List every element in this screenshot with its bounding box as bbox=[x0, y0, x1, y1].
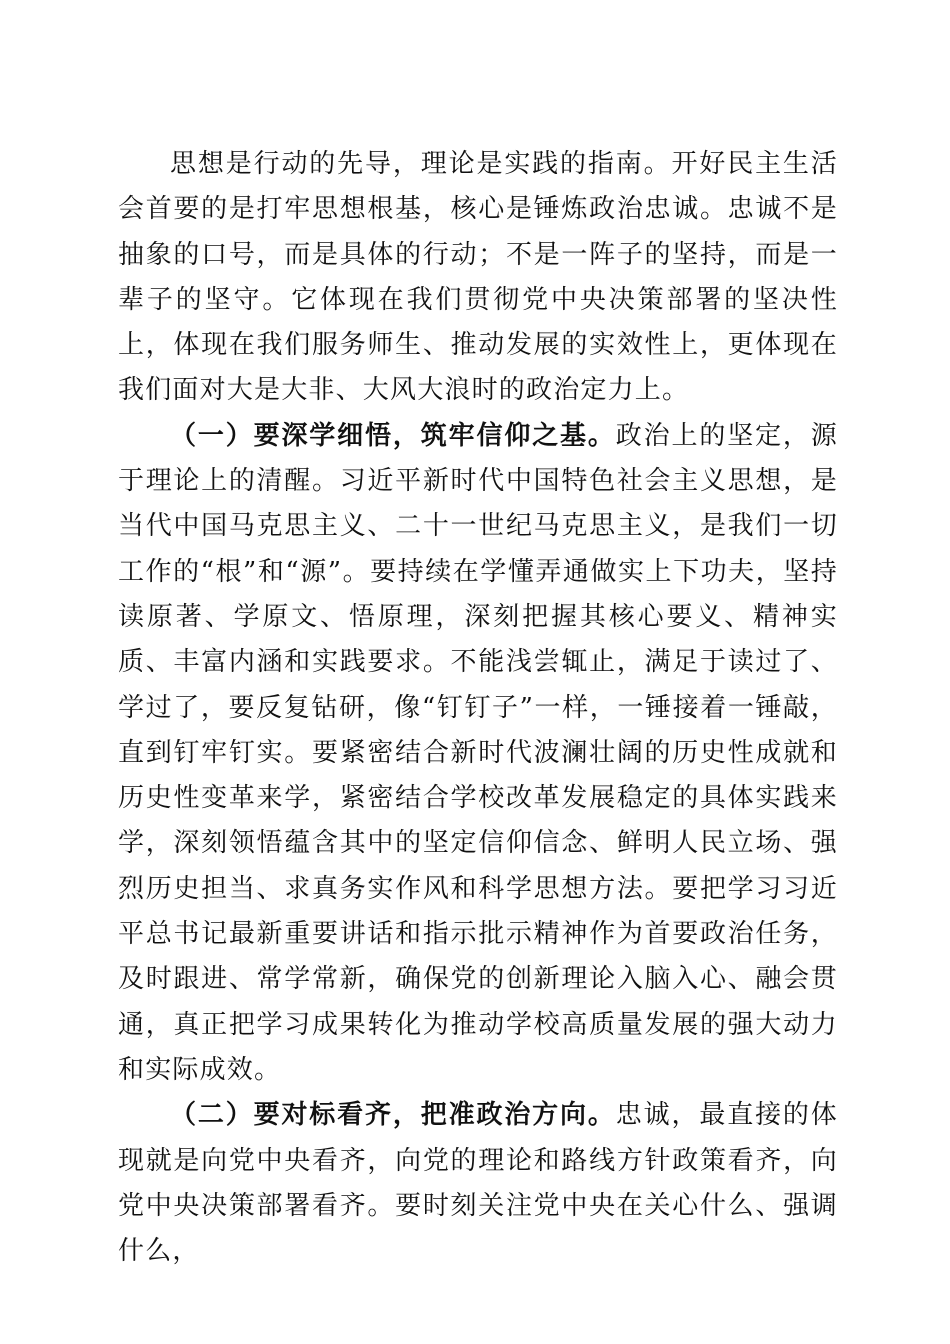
paragraph-intro-text: 思想是行动的先导，理论是实践的指南。开好民主生活会首要的是打牢思想根基，核心是锤炼政治忠诚。忠诚不是抽象的口号，而是具体的行动；不是一阵子的坚持，而是一辈子的坚守。它体现在我们贯彻党中央决策部署的坚决性上，体现在我们服务师生、推动发展的实效性上，更体现在我们面对大是大非、大风大浪时的政治定力上。 bbox=[118, 149, 838, 406]
section-two-text: 忠诚，最直接的体现就是向党中央看齐，向党的理论和路线方针政策看齐，向党中央决策部署看齐。要时刻关注党中央在关心什么、强调什么， bbox=[118, 1100, 838, 1267]
paragraph-intro bbox=[118, 142, 838, 414]
paragraph-section-two bbox=[118, 1093, 838, 1274]
section-two-heading: （二）要对标看齐，把准政治方向。 bbox=[170, 1100, 616, 1131]
paragraph-section-one bbox=[118, 414, 838, 1093]
section-one-text: 政治上的坚定，源于理论上的清醒。习近平新时代中国特色社会主义思想，是当代中国马克思主义、二十一世纪马克思主义，是我们一切工作的“根”和“源”。要持续在学懂弄通做实上下功夫，坚持读原著、学原文、悟原理，深刻把握其核心要义、精神实质、丰富内涵和实践要求。不能浅尝辄止，满足于读过了、学过了，要反复钻研，像“钉钉子”一样，一锤接着一锤敲，直到钉牢钉实。要紧密结合新时代波澜壮阔的历史性成就和历史性变革来学，紧密结合学校改革发展稳定的具体实践来学，深刻领悟蕴含其中的坚定信仰信念、鲜明人民立场、强烈历史担当、求真务实作风和科学思想方法。要把学习习近平总书记最新重要讲话和指示批示精神作为首要政治任务，及时跟进、常学常新，确保党的创新理论入脑入心、融会贯通，真正把学习成果转化为推动学校高质量发展的强大动力和实际成效。 bbox=[118, 420, 838, 1085]
section-one-heading: （一）要深学细悟，筑牢信仰之基。 bbox=[170, 420, 616, 451]
